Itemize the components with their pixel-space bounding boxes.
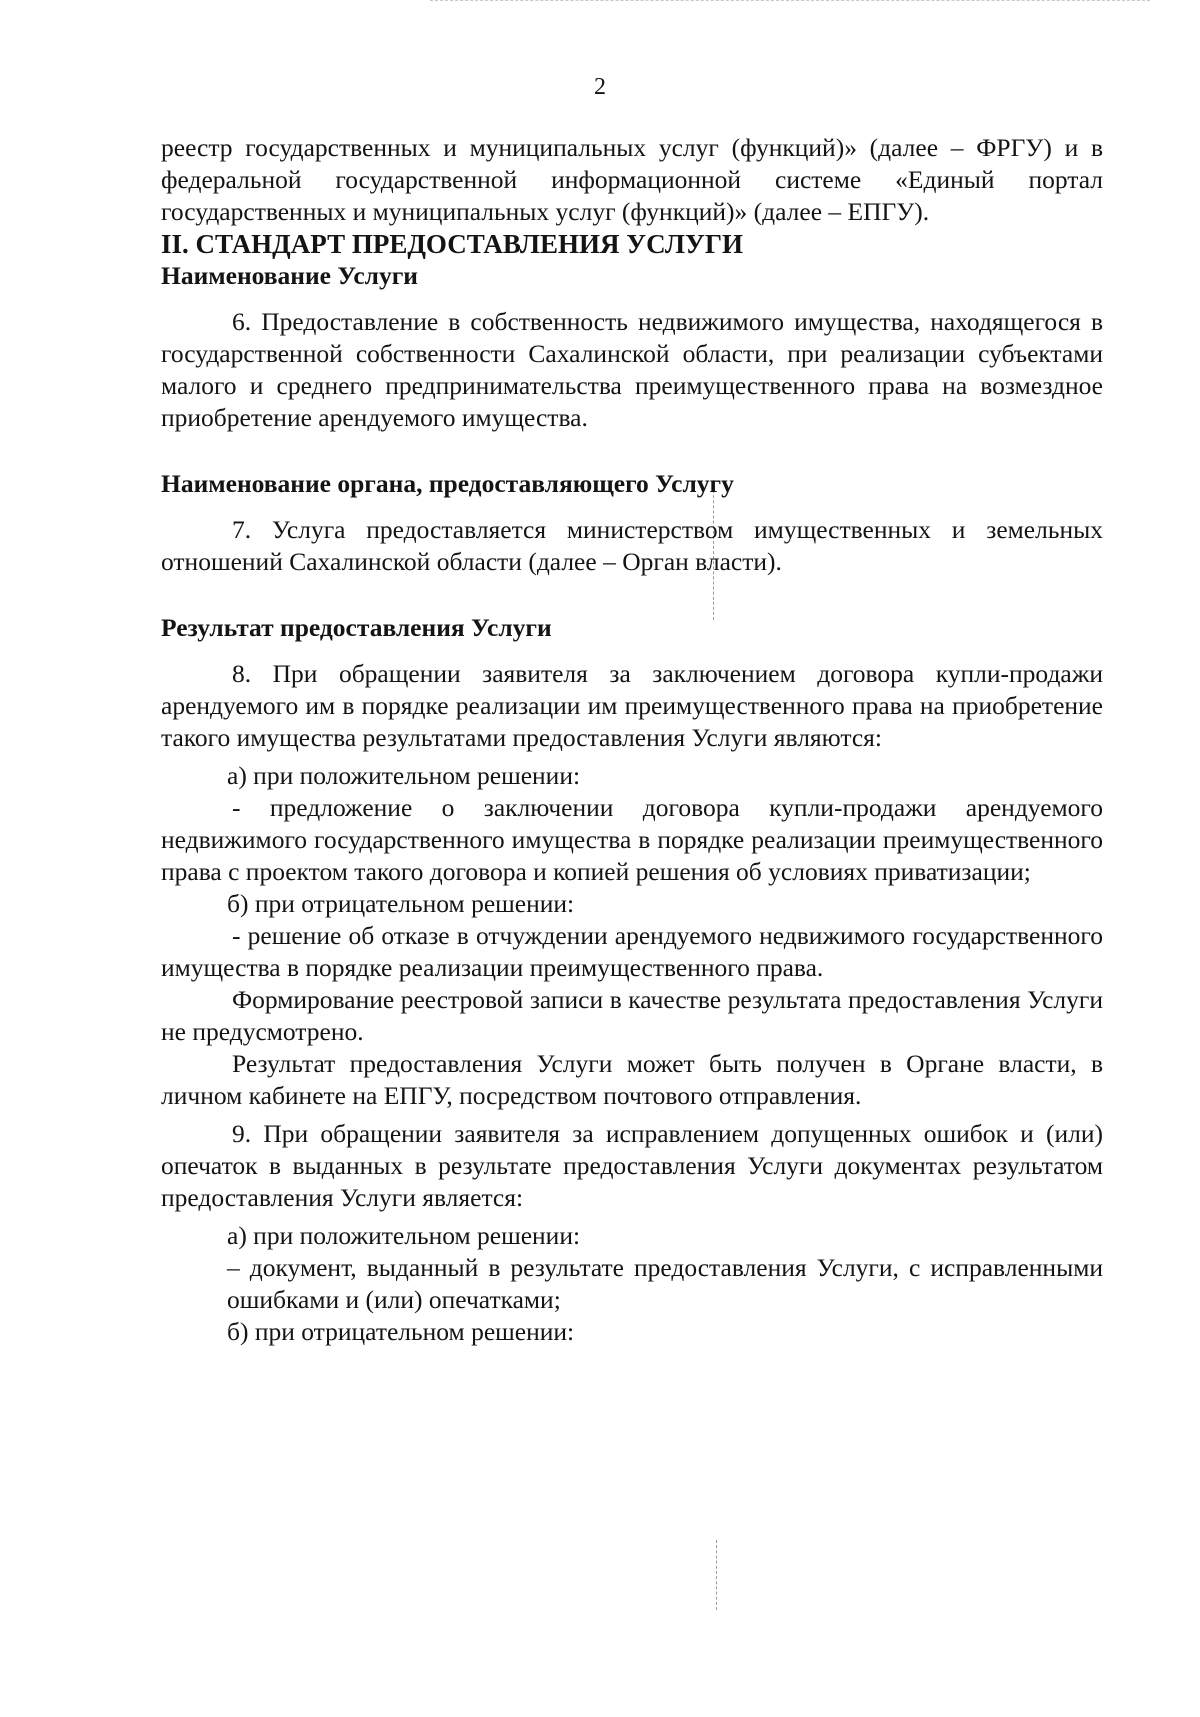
paragraph-8-registry: Формирование реестровой записи в качестве результата предоставления Услуги не предусмотрено. [161,985,1103,1046]
heading-result: Результат предоставления Услуги [161,613,552,642]
page-number: 2 [594,74,606,100]
scan-edge-line [430,0,1150,1]
paragraph-9: 9. При обращении заявителя за исправлением допущенных ошибок и (или) опечаток в выданных в результате предоставления Услуги документах результатом предоставления Услуги является: [161,1119,1103,1212]
heading-authority: Наименование органа, предоставляющего Услугу [161,469,734,498]
document-body [161,132,1103,1348]
paragraph-7: 7. Услуга предоставляется министерством имущественных и земельных отношений Сахалинской области (далее – Орган власти). [161,515,1103,576]
paragraph-8-b-item: - решение об отказе в отчуждении арендуемого недвижимого государственного имущества в порядке реализации преимущественного права. [161,921,1103,982]
paragraph-9-a-item: – документ, выданный в результате предоставления Услуги, с исправленными ошибками и (или) опечатками; [227,1253,1103,1314]
intro-paragraph: реестр государственных и муниципальных услуг (функций)» (далее – ФРГУ) и в федеральной государственной информационной системе «Единый портал государственных и муниципальных услуг (функций)» (далее – ЕПГУ). [161,133,1103,226]
paragraph-8-receive: Результат предоставления Услуги может быть получен в Органе власти, в личном кабинете на ЕПГУ, посредством почтового отправления. [161,1049,1103,1110]
section-title: II. СТАНДАРТ ПРЕДОСТАВЛЕНИЯ УСЛУГИ [161,229,744,259]
paragraph-8-a: а) при положительном решении: [227,761,581,790]
paragraph-9-a: а) при положительном решении: [227,1221,581,1250]
heading-service-name: Наименование Услуги [161,261,418,290]
paragraph-8-a-item: - предложение о заключении договора купли-продажи арендуемого недвижимого государственного имущества в порядке реализации преимущественного права с проектом такого договора и копией решения об условиях приватизации; [161,793,1103,886]
paragraph-6: 6. Предоставление в собственность недвижимого имущества, находящегося в государственной собственности Сахалинской области, при реализации субъектами малого и среднего предпринимательства преимущественного права на возмездное приобретение арендуемого имущества. [161,307,1103,432]
scan-fold-line-lower [716,1540,717,1610]
paragraph-9-b: б) при отрицательном решении: [227,1317,575,1346]
paragraph-8: 8. При обращении заявителя за заключением договора купли-продажи арендуемого им в порядке реализации им преимущественного права на приобретение такого имущества результатами предоставления Услуги являются: [161,659,1103,752]
paragraph-8-b: б) при отрицательном решении: [227,889,575,918]
